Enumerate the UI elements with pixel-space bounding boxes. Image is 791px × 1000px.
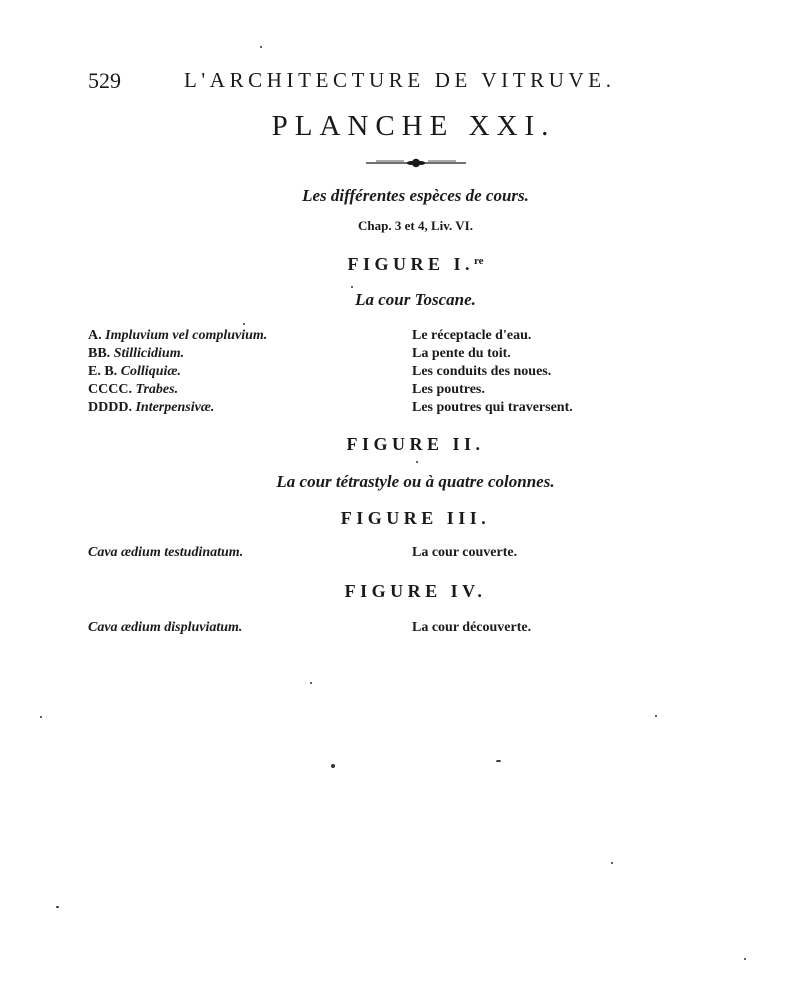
paper-speck bbox=[655, 715, 657, 717]
figure-1-heading bbox=[0, 254, 791, 275]
paper-speck bbox=[56, 906, 59, 908]
legend-value: La cour couverte. bbox=[412, 545, 518, 560]
legend-letter: BB. bbox=[88, 346, 111, 361]
ornament-divider-icon bbox=[366, 156, 466, 170]
figure-1-heading-superscript: re bbox=[473, 255, 484, 267]
legend-letter: A. bbox=[88, 328, 102, 343]
legend-row bbox=[0, 545, 791, 563]
legend-term: Cava ædium displuviatum. bbox=[88, 620, 243, 635]
legend-term: Impluvium vel compluvium. bbox=[105, 328, 268, 343]
legend-letter: E. B. bbox=[88, 364, 118, 379]
figure-1-caption: La cour Toscane. bbox=[355, 290, 476, 309]
figure-2-heading: FIGURE II. bbox=[346, 434, 485, 454]
legend-key bbox=[88, 346, 184, 362]
legend-row bbox=[0, 620, 791, 638]
legend-value: La pente du toit. bbox=[412, 346, 511, 361]
figure-2-caption: La cour tétrastyle ou à quatre colonnes. bbox=[276, 472, 555, 491]
legend-row bbox=[0, 382, 791, 400]
legend-row bbox=[0, 364, 791, 382]
chapter-reference: Chap. 3 et 4, Liv. VI. bbox=[358, 218, 473, 233]
paper-speck bbox=[40, 716, 42, 718]
legend-value: La cour découverte. bbox=[412, 620, 532, 635]
page-number: 529 bbox=[88, 68, 121, 93]
legend-key bbox=[88, 382, 178, 398]
paper-speck bbox=[351, 286, 353, 288]
legend-row bbox=[0, 328, 791, 346]
paper-speck bbox=[744, 958, 746, 960]
paper-speck bbox=[243, 323, 245, 325]
legend-letter: DDDD. bbox=[88, 400, 132, 415]
running-title: L'ARCHITECTURE DE VITRUVE. bbox=[184, 68, 616, 92]
legend-key bbox=[88, 328, 267, 344]
paper-speck bbox=[260, 46, 262, 48]
legend-term: Trabes. bbox=[135, 382, 179, 397]
paper-speck bbox=[496, 760, 501, 762]
plate-subtitle: Les différentes espèces de cours. bbox=[302, 186, 529, 205]
legend-value: Les poutres. bbox=[412, 382, 485, 397]
legend-term: Interpensivæ. bbox=[135, 400, 215, 415]
legend-key bbox=[88, 364, 181, 380]
legend-row bbox=[0, 346, 791, 364]
legend-term: Cava ædium testudinatum. bbox=[88, 545, 244, 560]
figure-4-heading: FIGURE IV. bbox=[344, 581, 487, 601]
figure-3-heading: FIGURE III. bbox=[340, 508, 491, 528]
legend-term: Stillicidium. bbox=[113, 346, 185, 361]
legend-row bbox=[0, 400, 791, 418]
legend-value: Le réceptacle d'eau. bbox=[412, 328, 532, 343]
legend-key bbox=[88, 400, 214, 416]
legend-value: Les poutres qui traversent. bbox=[412, 400, 573, 415]
paper-speck bbox=[331, 764, 335, 768]
legend-term: Colliquiæ. bbox=[120, 364, 181, 379]
figure-1-heading-text: FIGURE I. bbox=[347, 254, 474, 274]
legend-letter: CCCC. bbox=[88, 382, 132, 397]
paper-speck bbox=[416, 461, 418, 463]
paper-speck bbox=[611, 862, 613, 864]
plate-title: PLANCHE XXI. bbox=[271, 110, 556, 142]
legend-value: Les conduits des noues. bbox=[412, 364, 552, 379]
paper-speck bbox=[310, 682, 312, 684]
